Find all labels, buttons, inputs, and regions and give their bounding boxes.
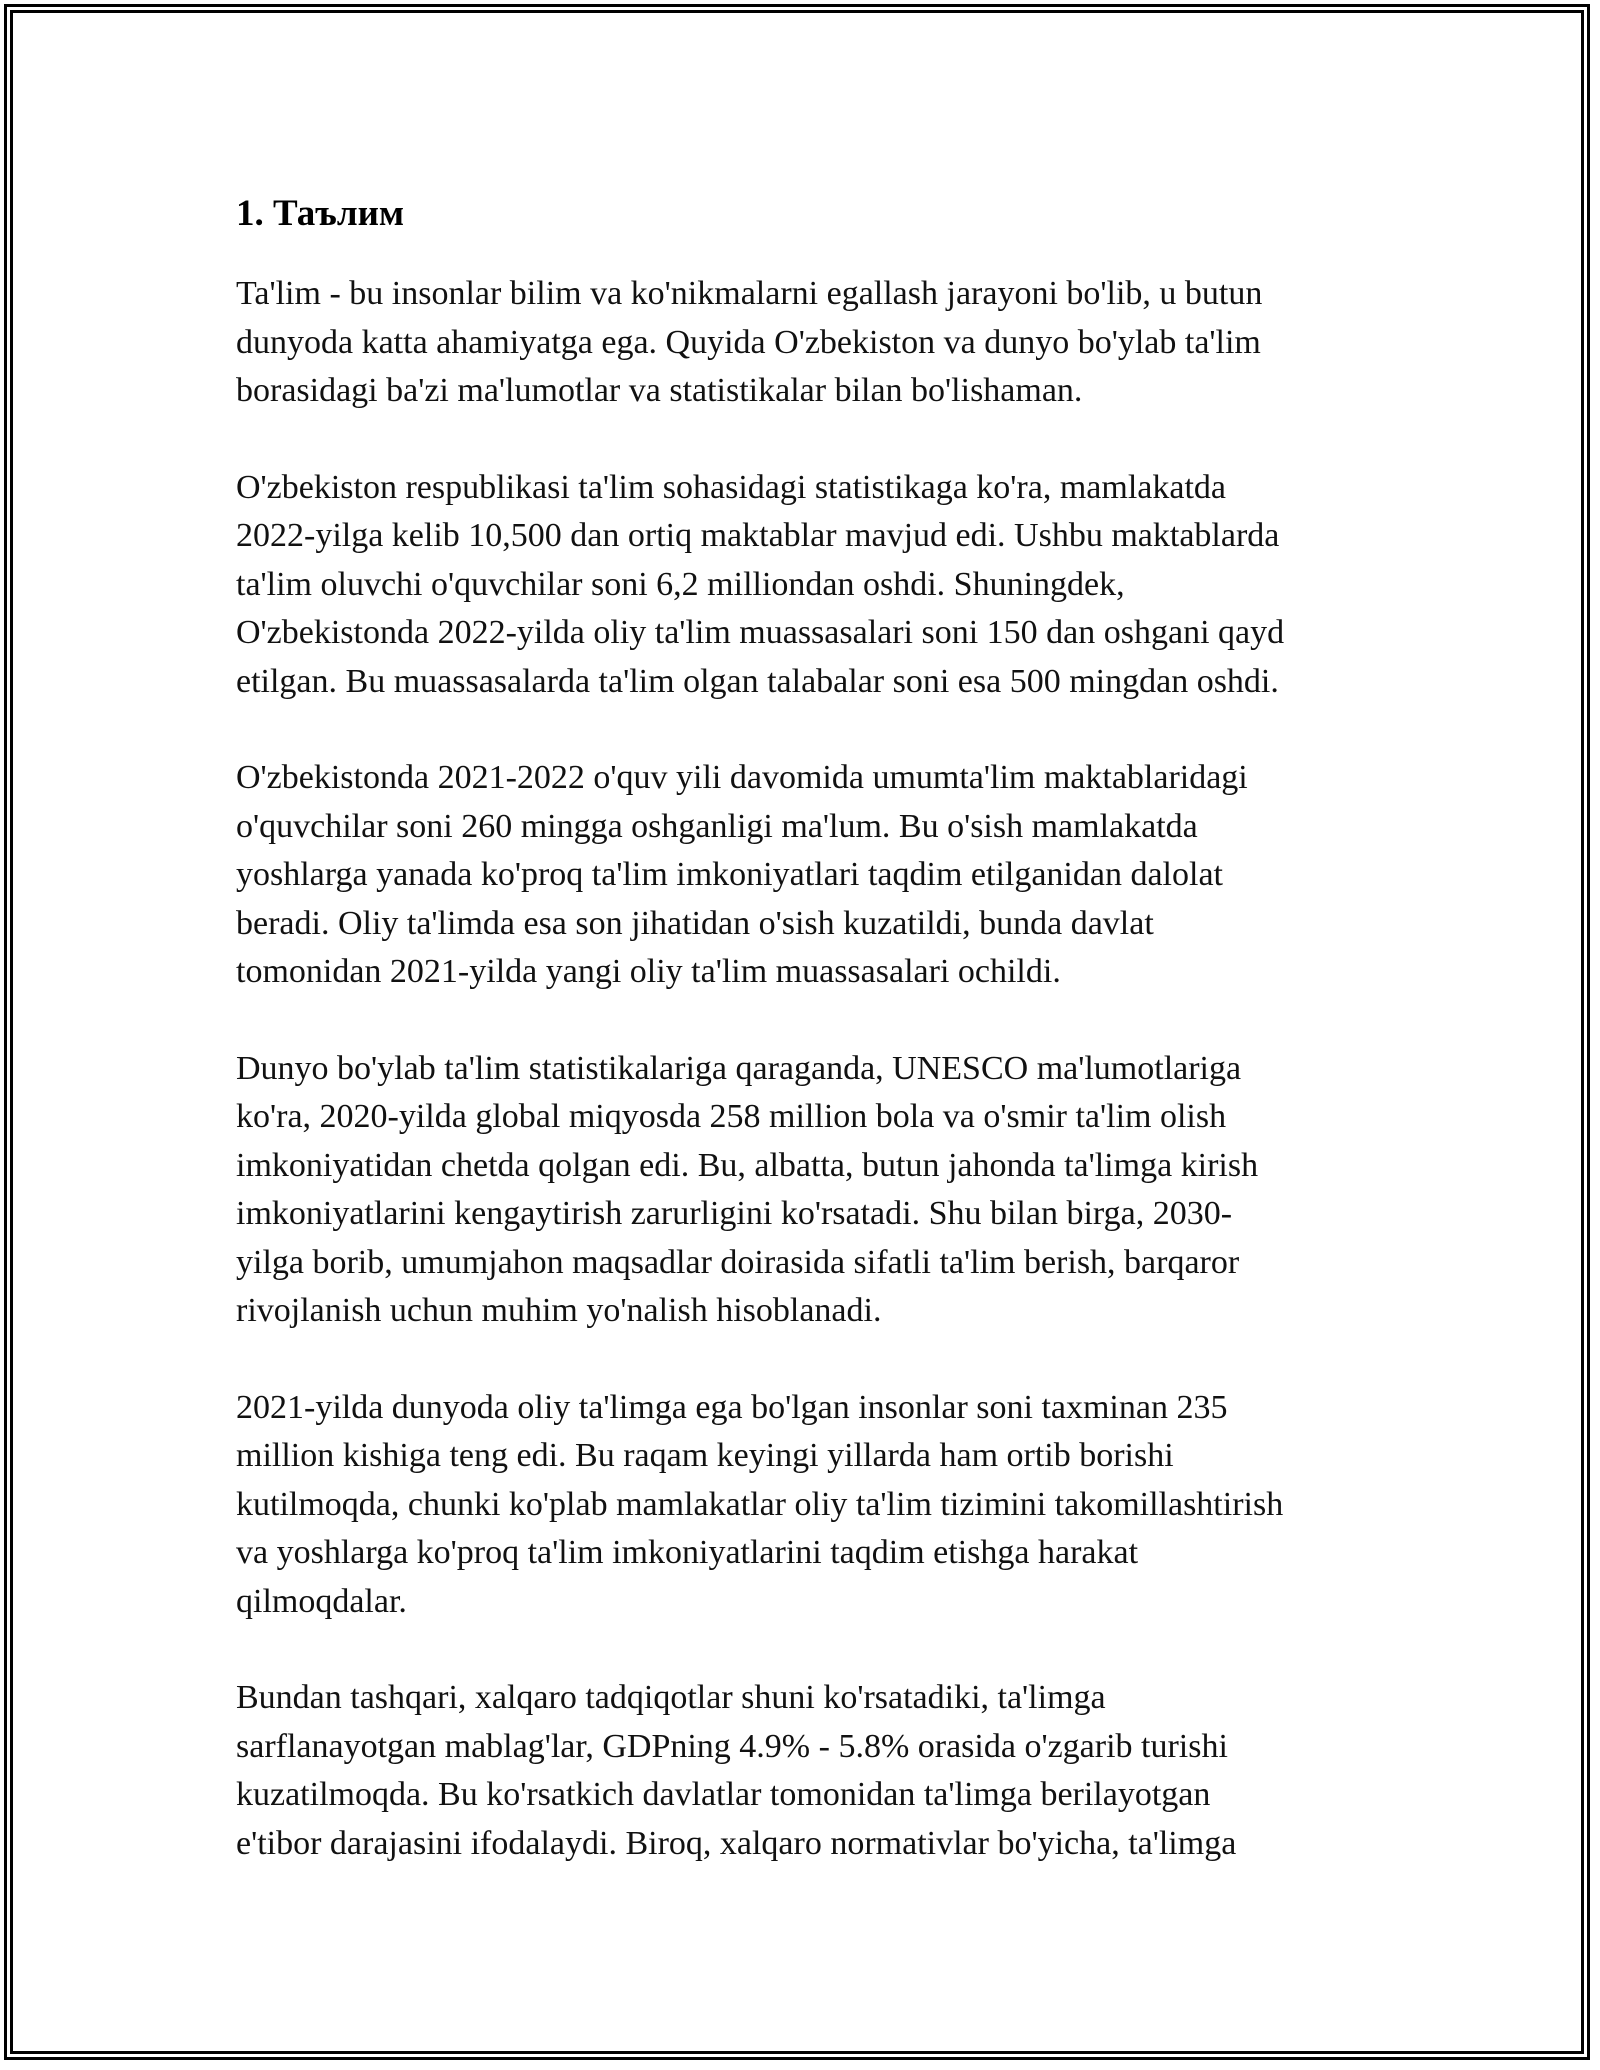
paragraph-world-statistics: Dunyo bo'ylab ta'lim statistikalariga qaraganda, UNESCO ma'lumotlariga ko'ra, 2020-yilda global miqyosda 258 million bola va o'smir ta'lim olish imkoniyatidan chetda qolgan edi. Bu, albatta, butun jahonda ta'limga kirish imkoniyatlarini kengaytirish zarurligini ko'rsatadi. Shu bilan birga, 2030- yilga borib, umumjahon maqsadlar doirasida sifatli ta'lim berish, barqaror rivojlanish uchun muhim yo'nalish hisoblanadi.: [236, 1049, 1259, 1329]
paragraph-spending: Bundan tashqari, xalqaro tadqiqotlar shuni ko'rsatadiki, ta'limga sarflanayotgan mablag'lar, GDPning 4.9% - 5.8% orasida o'zgarib turishi kuzatilmoqda. Bu ko'rsatkich davlatlar tomonidan ta'limga berilayotgan e'tibor darajasini ifodalaydi. Biroq, xalqaro normativlar bo'yicha, ta'limga: [236, 1679, 1237, 1862]
paragraph-uzbekistan-growth: O'zbekistonda 2021-2022 o'quv yili davomida umumta'lim maktablaridagi o'quvchilar soni 260 mingga oshganligi ma'lum. Bu o'sish mamlakatda yoshlarga yanada ko'proq ta'lim imkoniyatlari taqdim etilganidan dalolat beradi. Oliy ta'limda esa son jihatidan o'sish kuzatildi, bunda davlat tomonidan 2021-yilda yangi oliy ta'lim muassasalari ochildi.: [236, 759, 1248, 990]
paragraph-higher-education: 2021-yilda dunyoda oliy ta'limga ega bo'lgan insonlar soni taxminan 235 million kishiga teng edi. Bu raqam keyingi yillarda ham ortib borishi kutilmoqda, chunki ko'plab mamlakatlar oliy ta'lim tizimini takomillashtirish va yoshlarga ko'proq ta'lim imkoniyatlarini taqdim etishga harakat qilmoqdalar.: [236, 1388, 1284, 1620]
document-body: [236, 186, 1386, 1916]
page-title: 1. Таълим: [236, 193, 405, 234]
paragraph-intro: Ta'lim - bu insonlar bilim va ko'nikmalarni egallash jarayoni bo'lib, u butun dunyoda katta ahamiyatga ega. Quyida O'zbekiston va dunyo bo'ylab ta'lim borasidagi ba'zi ma'lumotlar va statistikalar bilan bo'lishaman.: [236, 275, 1263, 409]
paragraph-uzbekistan-schools: O'zbekiston respublikasi ta'lim sohasidagi statistikaga ko'ra, mamlakatda 2022-yilga kelib 10,500 dan ortiq maktablar mavjud edi. Ushbu maktablarda ta'lim oluvchi o'quvchilar soni 6,2 milliondan oshdi. Shuningdek, O'zbekistonda 2022-yilda oliy ta'lim muassasalari soni 150 dan oshgani qayd etilgan. Bu muassasalarda ta'lim olgan talabalar soni esa 500 mingdan oshdi.: [236, 468, 1285, 700]
